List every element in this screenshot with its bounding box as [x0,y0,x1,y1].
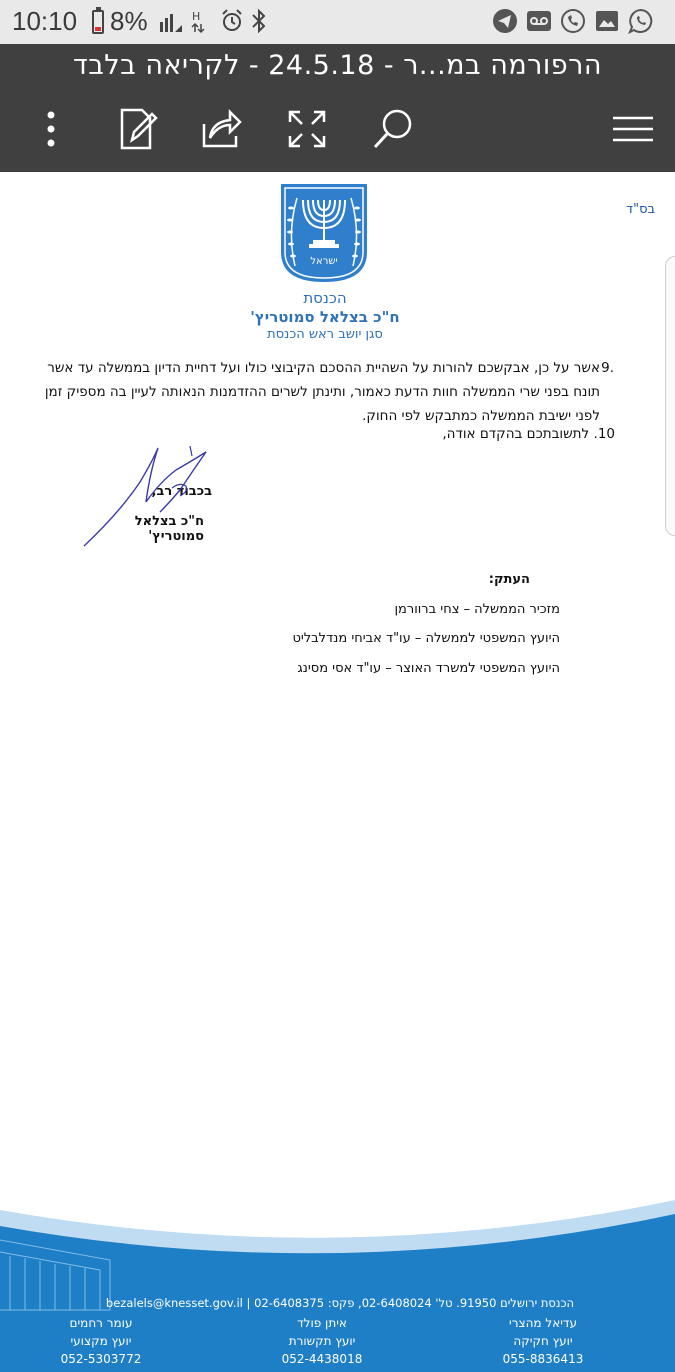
gallery-icon [594,8,620,34]
contact-phone: 055-8836413 [502,1352,584,1366]
paragraph-9 [40,356,614,428]
search-icon[interactable] [370,106,416,152]
closing-line: בכבוד רב, [151,484,212,499]
paragraph-9-line: לפני ישיבת הממשלה כמתבקש לפי החוק. [362,408,600,424]
page-scroll-indicator[interactable] [665,256,675,536]
svg-text:H: H [192,10,201,23]
more-icon[interactable] [28,106,74,152]
contact-role: יועץ מקצועי [70,1334,132,1348]
paragraph-9-line: אשר על כן, אבקשכם להורות על השהיית ההסכם הקיבוצי כולו ועל דחיית הדיון בממשלה עד אשר [47,360,600,376]
document-title: הרפורמה במ...ר - 24.5.18 - לקריאה בלבד [72,50,603,81]
contact-name: עדיאל מהצרי [509,1316,577,1330]
hspa-icon [190,8,208,34]
bsd-header: בס"ד [626,202,656,217]
contact-name: עומר רחמים [69,1316,133,1330]
knesset-name: הכנסת [303,289,347,307]
battery-icon [92,10,104,34]
edit-icon[interactable] [114,106,160,152]
paragraph-9-number: .9 [601,360,614,376]
contact-media [247,1314,397,1368]
mk-name: ח"כ בצלאל סמוטריץ' [250,308,400,326]
battery-level: 8% [110,6,148,36]
paragraph-10: 10. לתשובתכם בהקדם אודה, [442,426,615,442]
contact-legislation [468,1314,618,1368]
mk-role: סגן יושב ראש הכנסת [267,327,383,342]
contact-phone: 052-5303772 [60,1352,142,1366]
status-time: 10:10 [12,6,78,36]
contact-role: יועץ חקיקה [513,1334,573,1348]
cc-recipient: היועץ המשפטי למשרד האוצר – עו"ד אסי מסינג [297,661,560,676]
contact-professional [26,1314,176,1368]
emblem-text: ישראל [310,256,338,267]
handwritten-signature-icon [80,442,220,552]
state-emblem-icon [279,182,369,284]
signature-name: ח"כ בצלאל סמוטריץ' [134,514,204,544]
app-toolbar [0,44,675,172]
cc-recipient: היועץ המשפטי לממשלה – עו"ד אביחי מנדלבליט [292,631,560,646]
whatsapp-icon [628,8,654,34]
contact-role: יועץ תקשורת [288,1334,356,1348]
alarm-icon [220,8,244,34]
letter-footer [0,1200,675,1372]
footer-address: bezalels@knesset.gov.il | 02-6408375 :הכנסת ירושלים 91950. טל' 02-6408024, פקס [105,1296,575,1310]
contact-phone: 052-4438018 [281,1352,363,1366]
menu-icon[interactable] [610,106,656,152]
fullscreen-icon[interactable] [284,106,330,152]
paragraph-9-line: תונח בפני שרי הממשלה חוות הדעת כאמור, ותינתן לשרים ההזדמנות הנאותה לעיין בה מספיק זמן [44,384,600,400]
status-bar [0,0,675,44]
contact-name: איתן פולד [297,1316,347,1330]
bluetooth-icon [250,8,268,34]
telegram-icon [492,8,518,34]
voicemail-icon [526,8,552,34]
cc-recipient: מזכיר הממשלה – צחי ברוורמן [394,602,560,617]
document-page[interactable] [0,172,675,1366]
cc-title: העתק: [488,572,530,587]
share-icon[interactable] [198,106,244,152]
phone-missed-icon [560,8,586,34]
signal-bars-icon [158,8,184,34]
